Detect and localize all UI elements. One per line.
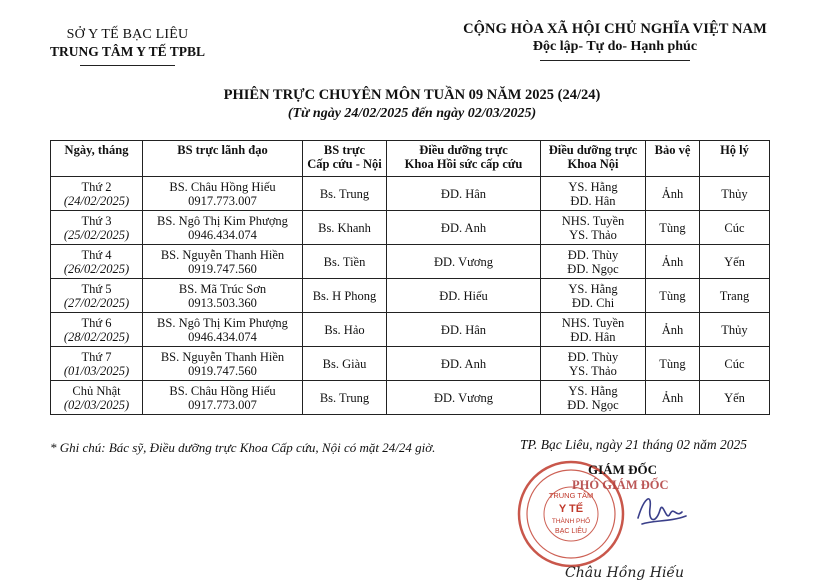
- leader-cell-primary: BS. Mã Trúc Sơn: [178, 281, 267, 296]
- aid-cell: [700, 381, 770, 415]
- er-doctor-cell: [303, 177, 387, 211]
- er-doctor-cell-primary: Bs. Giàu: [322, 356, 367, 371]
- aid-cell-primary: Cúc: [724, 356, 745, 371]
- er-doctor-cell: [303, 381, 387, 415]
- er-doctor-cell-primary: Bs. Khanh: [318, 220, 371, 235]
- day-cell-primary: Thứ 7: [81, 349, 112, 364]
- header-er-line1: BS trực: [323, 143, 366, 157]
- organization-name: TRUNG TÂM Y TẾ TPBL: [49, 44, 206, 59]
- icu-nurse-cell-primary: ĐD. Vương: [434, 254, 493, 269]
- table-row: [51, 245, 770, 279]
- day-cell: [51, 347, 143, 381]
- internal-nurse-cell: [541, 211, 646, 245]
- internal-nurse-cell-secondary: ĐD. Hân: [570, 329, 616, 344]
- table-row: [51, 381, 770, 415]
- leader-cell: [143, 279, 303, 313]
- aid-cell: [700, 313, 770, 347]
- day-cell-secondary: (28/02/2025): [63, 329, 130, 344]
- er-doctor-cell: [303, 313, 387, 347]
- leader-cell-primary: BS. Nguyễn Thanh Hiền: [160, 349, 285, 364]
- header-leader-label: BS trực lãnh đạo: [177, 143, 268, 157]
- aid-cell-primary: Thủy: [721, 186, 748, 201]
- leader-cell-primary: BS. Châu Hồng Hiếu: [169, 179, 276, 194]
- table-body: [51, 177, 770, 415]
- leader-cell-secondary: 0913.503.360: [188, 295, 257, 310]
- day-cell-secondary: (01/03/2025): [63, 363, 130, 378]
- day-cell: [51, 177, 143, 211]
- internal-nurse-cell-primary: YS. Hằng: [568, 383, 618, 398]
- icu-nurse-cell: [387, 313, 541, 347]
- table-row: [51, 347, 770, 381]
- day-cell-secondary: (24/02/2025): [63, 193, 130, 208]
- day-cell: [51, 279, 143, 313]
- stamp-line-4: BẠC LIÊU: [555, 528, 587, 535]
- guard-cell-primary: Tùng: [659, 356, 686, 371]
- national-motto: Độc lập- Tự do- Hạnh phúc: [532, 39, 698, 54]
- guard-cell: [646, 245, 700, 279]
- internal-nurse-cell-secondary: ĐD. Ngọc: [567, 261, 619, 276]
- leader-cell-primary: BS. Ngô Thị Kim Phượng: [157, 213, 288, 228]
- day-cell-primary: Thứ 6: [81, 315, 112, 330]
- internal-nurse-cell: [541, 177, 646, 211]
- internal-nurse-cell-primary: ĐD. Thùy: [567, 247, 619, 262]
- guard-cell-primary: Ảnh: [661, 254, 684, 269]
- duty-roster-table: [50, 140, 770, 415]
- parent-agency: SỞ Y TẾ BẠC LIÊU: [66, 27, 189, 42]
- leader-cell-secondary: 0919.747.560: [188, 363, 257, 378]
- table-row: [51, 177, 770, 211]
- er-doctor-cell: [303, 245, 387, 279]
- internal-nurse-cell: [541, 347, 646, 381]
- guard-cell: [646, 313, 700, 347]
- icu-nurse-cell-primary: ĐD. Vương: [434, 390, 493, 405]
- icu-nurse-cell: [387, 381, 541, 415]
- er-doctor-cell-primary: Bs. H Phong: [312, 288, 377, 303]
- guard-cell-primary: Ảnh: [661, 390, 684, 405]
- aid-cell-primary: Yến: [724, 390, 745, 405]
- internal-nurse-cell: [541, 381, 646, 415]
- leader-cell-secondary: 0917.773.007: [188, 397, 257, 412]
- table-row: [51, 211, 770, 245]
- internal-nurse-cell: [541, 245, 646, 279]
- leader-cell-secondary: 0946.434.074: [188, 329, 257, 344]
- header-underline: [80, 65, 175, 66]
- header-aid: [700, 141, 770, 177]
- header-icu-line2: Khoa Hồi sức cấp cứu: [404, 157, 523, 171]
- internal-nurse-cell-primary: YS. Hằng: [568, 179, 618, 194]
- day-cell: [51, 211, 143, 245]
- aid-cell-primary: Cúc: [724, 220, 745, 235]
- day-cell-primary: Chủ Nhật: [72, 383, 121, 398]
- leader-cell: [143, 211, 303, 245]
- leader-cell-secondary: 0919.747.560: [188, 261, 257, 276]
- guard-cell-primary: Ảnh: [661, 186, 684, 201]
- internal-nurse-cell-secondary: ĐD. Chi: [571, 295, 615, 310]
- internal-nurse-cell-secondary: ĐD. Ngọc: [567, 397, 619, 412]
- guard-cell: [646, 177, 700, 211]
- day-cell: [51, 313, 143, 347]
- internal-nurse-cell-primary: NHS. Tuyền: [561, 213, 625, 228]
- footnote: * Ghi chú: Bác sỹ, Điều dưỡng trực Khoa Cấp cứu, Nội có mặt 24/24 giờ.: [50, 440, 436, 455]
- table-row: [51, 313, 770, 347]
- aid-cell: [700, 211, 770, 245]
- header-internal-line2: Khoa Nội: [567, 157, 619, 171]
- guard-cell-primary: Tùng: [659, 220, 686, 235]
- header-aid-label: Hộ lý: [720, 143, 749, 157]
- header-guard-label: Bảo vệ: [654, 143, 691, 157]
- table-row: [51, 279, 770, 313]
- national-title: CỘNG HÒA XÃ HỘI CHỦ NGHĨA VIỆT NAM: [463, 21, 767, 37]
- internal-nurse-cell-primary: YS. Hằng: [568, 281, 618, 296]
- guard-cell-primary: Tùng: [659, 288, 686, 303]
- stamp-line-2: Y TẾ: [558, 503, 584, 515]
- header-internal: [541, 141, 646, 177]
- aid-cell: [700, 245, 770, 279]
- leader-cell: [143, 381, 303, 415]
- day-cell-secondary: (25/02/2025): [63, 227, 130, 242]
- guard-cell: [646, 279, 700, 313]
- table-header-row: [51, 141, 770, 177]
- document-subtitle: (Từ ngày 24/02/2025 đến ngày 02/03/2025): [287, 106, 537, 121]
- place-and-date: TP. Bạc Liêu, ngày 21 tháng 02 năm 2025: [520, 437, 747, 452]
- leader-cell-primary: BS. Ngô Thị Kim Phượng: [157, 315, 288, 330]
- guard-cell: [646, 347, 700, 381]
- er-doctor-cell-primary: Bs. Trung: [319, 390, 370, 405]
- internal-nurse-cell-secondary: YS. Thảo: [569, 363, 617, 378]
- aid-cell-primary: Yến: [724, 254, 745, 269]
- header-icu-line1: Điều dưỡng trực: [419, 143, 508, 157]
- stamp-line-1: TRUNG TÂM: [548, 491, 594, 500]
- header-day: [51, 141, 143, 177]
- header-guard: [646, 141, 700, 177]
- motto-underline: [540, 60, 690, 61]
- day-cell: [51, 381, 143, 415]
- er-doctor-cell-primary: Bs. Trung: [319, 186, 370, 201]
- header-leader: [143, 141, 303, 177]
- signer-title: GIÁM ĐỐC: [588, 462, 657, 477]
- header-day-label: Ngày, tháng: [64, 143, 129, 157]
- aid-cell-primary: Trang: [719, 288, 750, 303]
- handwritten-signature: [630, 478, 690, 538]
- leader-cell: [143, 347, 303, 381]
- icu-nurse-cell-primary: ĐD. Anh: [440, 220, 487, 235]
- document-title: PHIÊN TRỰC CHUYÊN MÔN TUẦN 09 NĂM 2025 (24/24): [223, 87, 601, 103]
- internal-nurse-cell: [541, 279, 646, 313]
- day-cell-secondary: (02/03/2025): [63, 397, 130, 412]
- header-icu: [387, 141, 541, 177]
- icu-nurse-cell: [387, 279, 541, 313]
- header-er-line2: Cấp cứu - Nội: [307, 157, 382, 171]
- leader-cell: [143, 177, 303, 211]
- signer-name: Châu Hồng Hiếu: [565, 565, 685, 581]
- leader-cell-primary: BS. Châu Hồng Hiếu: [169, 383, 276, 398]
- day-cell-primary: Thứ 2: [81, 179, 112, 194]
- er-doctor-cell-primary: Bs. Hảo: [324, 322, 365, 337]
- guard-cell: [646, 211, 700, 245]
- internal-nurse-cell-primary: NHS. Tuyền: [561, 315, 625, 330]
- er-doctor-cell: [303, 279, 387, 313]
- internal-nurse-cell: [541, 313, 646, 347]
- leader-cell: [143, 245, 303, 279]
- aid-cell: [700, 177, 770, 211]
- agency-header: [40, 27, 215, 66]
- leader-cell-secondary: 0917.773.007: [188, 193, 257, 208]
- er-doctor-cell: [303, 347, 387, 381]
- header-internal-line1: Điều dưỡng trực: [548, 143, 638, 157]
- aid-cell: [700, 279, 770, 313]
- icu-nurse-cell: [387, 245, 541, 279]
- national-header: [440, 21, 790, 61]
- aid-cell: [700, 347, 770, 381]
- internal-nurse-cell-primary: ĐD. Thùy: [567, 349, 619, 364]
- icu-nurse-cell-primary: ĐD. Hân: [440, 322, 487, 337]
- icu-nurse-cell-primary: ĐD. Anh: [440, 356, 487, 371]
- header-er: [303, 141, 387, 177]
- signer-title-secondary: PHÓ GIÁM ĐỐC: [572, 478, 669, 492]
- icu-nurse-cell: [387, 347, 541, 381]
- stamp-line-3: THÀNH PHỐ: [551, 518, 591, 525]
- day-cell-secondary: (27/02/2025): [63, 295, 130, 310]
- day-cell-primary: Thứ 4: [81, 247, 112, 262]
- leader-cell-primary: BS. Nguyễn Thanh Hiền: [160, 247, 285, 262]
- day-cell-primary: Thứ 3: [81, 213, 112, 228]
- internal-nurse-cell-secondary: YS. Thảo: [569, 227, 617, 242]
- leader-cell: [143, 313, 303, 347]
- aid-cell-primary: Thủy: [721, 322, 748, 337]
- day-cell: [51, 245, 143, 279]
- leader-cell-secondary: 0946.434.074: [188, 227, 257, 242]
- internal-nurse-cell-secondary: ĐD. Hân: [570, 193, 616, 208]
- guard-cell-primary: Ảnh: [661, 322, 684, 337]
- day-cell-secondary: (26/02/2025): [63, 261, 130, 276]
- icu-nurse-cell-primary: ĐD. Hiếu: [439, 288, 488, 303]
- er-doctor-cell-primary: Bs. Tiền: [323, 254, 366, 269]
- er-doctor-cell: [303, 211, 387, 245]
- icu-nurse-cell: [387, 211, 541, 245]
- icu-nurse-cell-primary: ĐD. Hân: [440, 186, 487, 201]
- guard-cell: [646, 381, 700, 415]
- icu-nurse-cell: [387, 177, 541, 211]
- day-cell-primary: Thứ 5: [81, 281, 112, 296]
